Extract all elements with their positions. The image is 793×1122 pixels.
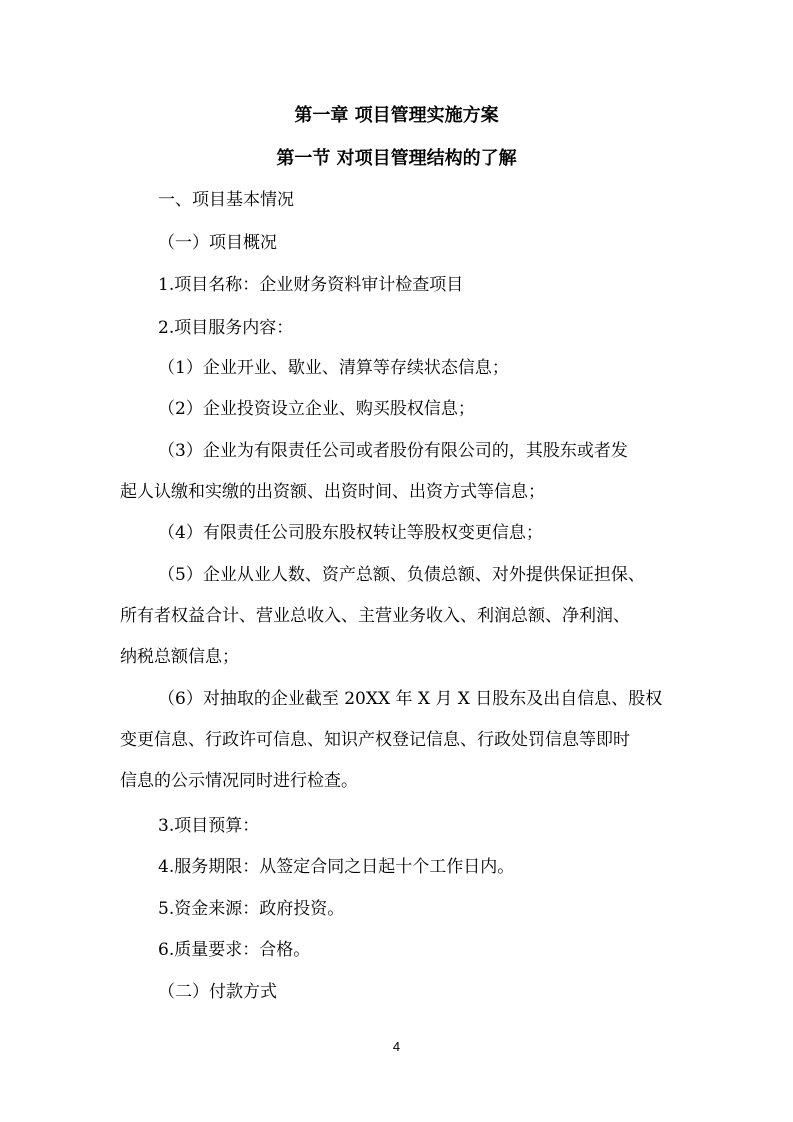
body-line-20: （二）付款方式 xyxy=(158,982,277,1002)
body-line-13: （6）对抽取的企业截至 20XX 年 X 月 X 日股东及出自信息、股权 xyxy=(158,689,663,709)
body-line-16: 3.项目预算： xyxy=(158,816,260,836)
body-line-4: 2.项目服务内容： xyxy=(158,318,294,338)
section-title: 第一节 对项目管理结构的了解 xyxy=(276,148,517,169)
body-line-17: 4.服务期限：从签定合同之日起十个工作日内。 xyxy=(158,857,515,877)
body-line-2: （一）项目概况 xyxy=(158,233,277,253)
body-line-10: （5）企业从业人数、资产总额、负债总额、对外提供保证担保、 xyxy=(158,565,645,585)
body-line-12: 纳税总额信息； xyxy=(120,647,239,667)
page-number: 4 xyxy=(392,1039,401,1054)
body-line-1: 一、项目基本情况 xyxy=(158,190,294,210)
body-line-19: 6.质量要求：合格。 xyxy=(158,940,311,960)
body-line-5: （1）企业开业、歇业、清算等存续状态信息； xyxy=(158,358,509,378)
body-line-6: （2）企业投资设立企业、购买股权信息； xyxy=(158,399,475,419)
body-line-14: 变更信息、行政许可信息、知识产权登记信息、行政处罚信息等即时 xyxy=(120,730,630,750)
body-line-11: 所有者权益合计、营业总收入、主营业务收入、利润总额、净利润、 xyxy=(120,606,630,626)
body-line-8: 起人认缴和实缴的出资额、出资时间、出资方式等信息； xyxy=(120,482,545,502)
body-line-18: 5.资金来源：政府投资。 xyxy=(158,899,345,919)
body-line-9: （4）有限责任公司股东股权转让等股权变更信息； xyxy=(158,523,543,543)
body-line-7: （3）企业为有限责任公司或者股份有限公司的，其股东或者发 xyxy=(158,441,628,461)
chapter-title: 第一章 项目管理实施方案 xyxy=(294,105,499,126)
body-line-15: 信息的公示情况同时进行检查。 xyxy=(120,771,358,791)
body-line-3: 1.项目名称：企业财务资料审计检查项目 xyxy=(158,275,464,295)
